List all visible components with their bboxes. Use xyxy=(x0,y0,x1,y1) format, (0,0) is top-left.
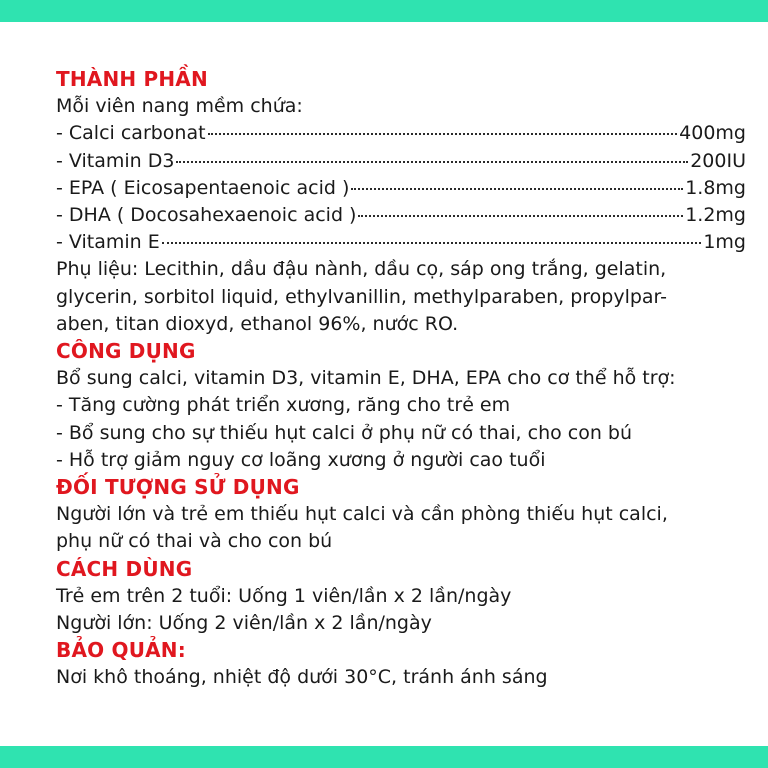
ingredients-intro: Mỗi viên nang mềm chứa: xyxy=(56,95,303,118)
heading-cach-dung: CÁCH DÙNG xyxy=(56,556,193,581)
heading-bao-quan: BẢO QUẢN: xyxy=(56,638,186,663)
audience-line: Người lớn và trẻ em thiếu hụt calci và cần phòng thiếu hụt calci, xyxy=(56,503,668,526)
ingredient-amount: 400mg xyxy=(679,122,746,145)
ingredient-name: - Vitamin D3 xyxy=(56,149,175,172)
leader-dots xyxy=(176,161,688,163)
ingredient-name: - Vitamin E xyxy=(56,231,160,254)
usage-line: - Hỗ trợ giảm nguy cơ loãng xương ở người cao tuổi xyxy=(56,448,546,471)
dosage-line: Trẻ em trên 2 tuổi: Uống 1 viên/lần x 2 lần/ngày xyxy=(56,584,512,607)
heading-thanh-phan: THÀNH PHẦN xyxy=(56,67,208,91)
audience-line: phụ nữ có thai và cho con bú xyxy=(56,530,333,553)
excipients-line: aben, titan dioxyd, ethanol 96%, nước RO. xyxy=(56,312,459,335)
ingredient-amount: 1.2mg xyxy=(685,204,746,227)
leader-dots xyxy=(358,215,683,217)
ingredient-name: - DHA ( Docosahexaenoic acid ) xyxy=(56,204,357,227)
ingredient-name: - EPA ( Eicosapentaenoic acid ) xyxy=(56,176,350,199)
ingredient-row xyxy=(56,229,746,256)
leader-dots xyxy=(162,242,702,244)
storage-line: Nơi khô thoáng, nhiệt độ dưới 30°C, tránh ánh sáng xyxy=(56,666,548,689)
usage-line: - Tăng cường phát triển xương, răng cho trẻ em xyxy=(56,394,511,417)
ingredient-amount: 1mg xyxy=(703,231,746,254)
excipients-line: glycerin, sorbitol liquid, ethylvanillin, methylparaben, propylpar- xyxy=(56,285,668,308)
dosage-line: Người lớn: Uống 2 viên/lần x 2 lần/ngày xyxy=(56,612,432,635)
heading-cong-dung: CÔNG DỤNG xyxy=(56,339,196,364)
ingredient-amount: 1.8mg xyxy=(685,176,746,199)
ingredient-row xyxy=(56,148,746,175)
leader-dots xyxy=(351,188,683,190)
heading-doi-tuong: ĐỐI TƯỢNG SỬ DỤNG xyxy=(56,475,300,500)
ingredient-row xyxy=(56,202,746,229)
product-info-panel xyxy=(56,66,746,692)
usage-line: - Bổ sung cho sự thiếu hụt calci ở phụ nữ có thai, cho con bú xyxy=(56,421,633,444)
bottom-accent-band xyxy=(0,746,768,768)
ingredient-row xyxy=(56,120,746,147)
ingredient-name: - Calci carbonat xyxy=(56,122,206,145)
top-accent-band xyxy=(0,0,768,22)
ingredient-amount: 200IU xyxy=(690,149,746,172)
leader-dots xyxy=(208,133,678,135)
ingredient-row xyxy=(56,175,746,202)
excipients-line: Phụ liệu: Lecithin, dầu đậu nành, dầu cọ, sáp ong trắng, gelatin, xyxy=(56,258,667,281)
usage-line: Bổ sung calci, vitamin D3, vitamin E, DHA, EPA cho cơ thể hỗ trợ: xyxy=(56,367,676,390)
